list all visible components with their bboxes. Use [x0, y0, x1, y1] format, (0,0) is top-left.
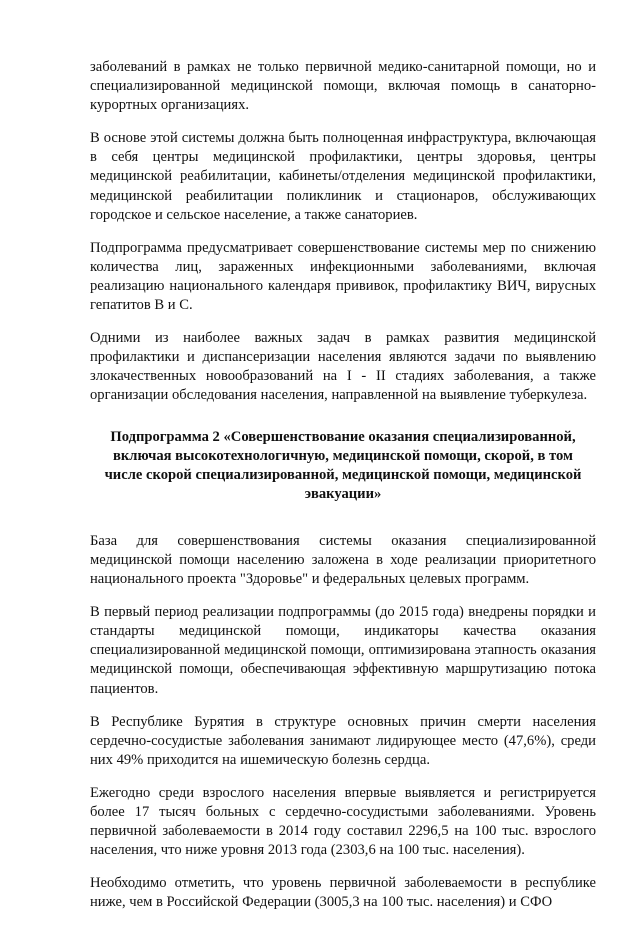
paragraph: В основе этой системы должна быть полноценная инфраструктура, включающая в себя центры медицинской профилактики, центры здоровья, центры медицинской реабилитации, кабинеты/отделения медицинской профилактики, медицинской реабилитации поликлиник и стационаров, обслуживающих городское и сельское население, а также санаториев. [90, 130, 596, 223]
section-heading: Подпрограмма 2 «Совершенствование оказания специализированной, включая высокотехнологичную, медицинской помощи, скорой, в том числе скорой специализированной, медицинской помощи, медицинской эвакуации» [104, 428, 582, 502]
paragraph: В первый период реализации подпрограммы (до 2015 года) внедрены порядки и стандарты медицинской помощи, индикаторы качества оказания специализированной медицинской помощи, оптимизирована этапность оказания медицинской помощи, обеспечивающая эффективную маршрутизацию потока пациентов. [90, 604, 596, 697]
paragraph: Подпрограмма предусматривает совершенствование системы мер по снижению количества лиц, зараженных инфекционными заболеваниями, включая реализацию национального календаря прививок, профилактику ВИЧ, вирусных гепатитов B и C. [90, 239, 596, 314]
paragraph: Ежегодно среди взрослого населения впервые выявляется и регистрируется более 17 тысяч больных с сердечно-сосудистыми заболеваниями. Уровень первичной заболеваемости в 2014 году составил 2296,5 на 100 тыс. взрослого населения, что ниже уровня 2013 года (2303,6 на 100 тыс. населения). [90, 784, 596, 859]
paragraph: заболеваний в рамках не только первичной медико-санитарной помощи, но и специализированной медицинской помощи, включая помощь в санаторно-курортных организациях. [90, 59, 596, 114]
paragraph: Необходимо отметить, что уровень первичной заболеваемости в республике ниже, чем в Российской Федерации (3005,3 на 100 тыс. населения) и СФО [90, 875, 596, 911]
paragraph: База для совершенствования системы оказания специализированной медицинской помощи населению заложена в ходе реализации приоритетного национального проекта "Здоровье" и федеральных целевых программ. [90, 532, 596, 588]
paragraph: В Республике Бурятия в структуре основных причин смерти населения сердечно-сосудистые заболевания занимают лидирующее место (47,6%), среди них 49% приходится на ишемическую болезнь сердца. [90, 713, 596, 768]
document-page [90, 58, 596, 926]
paragraph: Одними из наиболее важных задач в рамках развития медицинской профилактики и диспансеризации населения являются задачи по выявлению злокачественных новообразований на I - II стадиях заболевания, а также организации обследования населения, направленной на выявление туберкулеза. [90, 330, 596, 404]
